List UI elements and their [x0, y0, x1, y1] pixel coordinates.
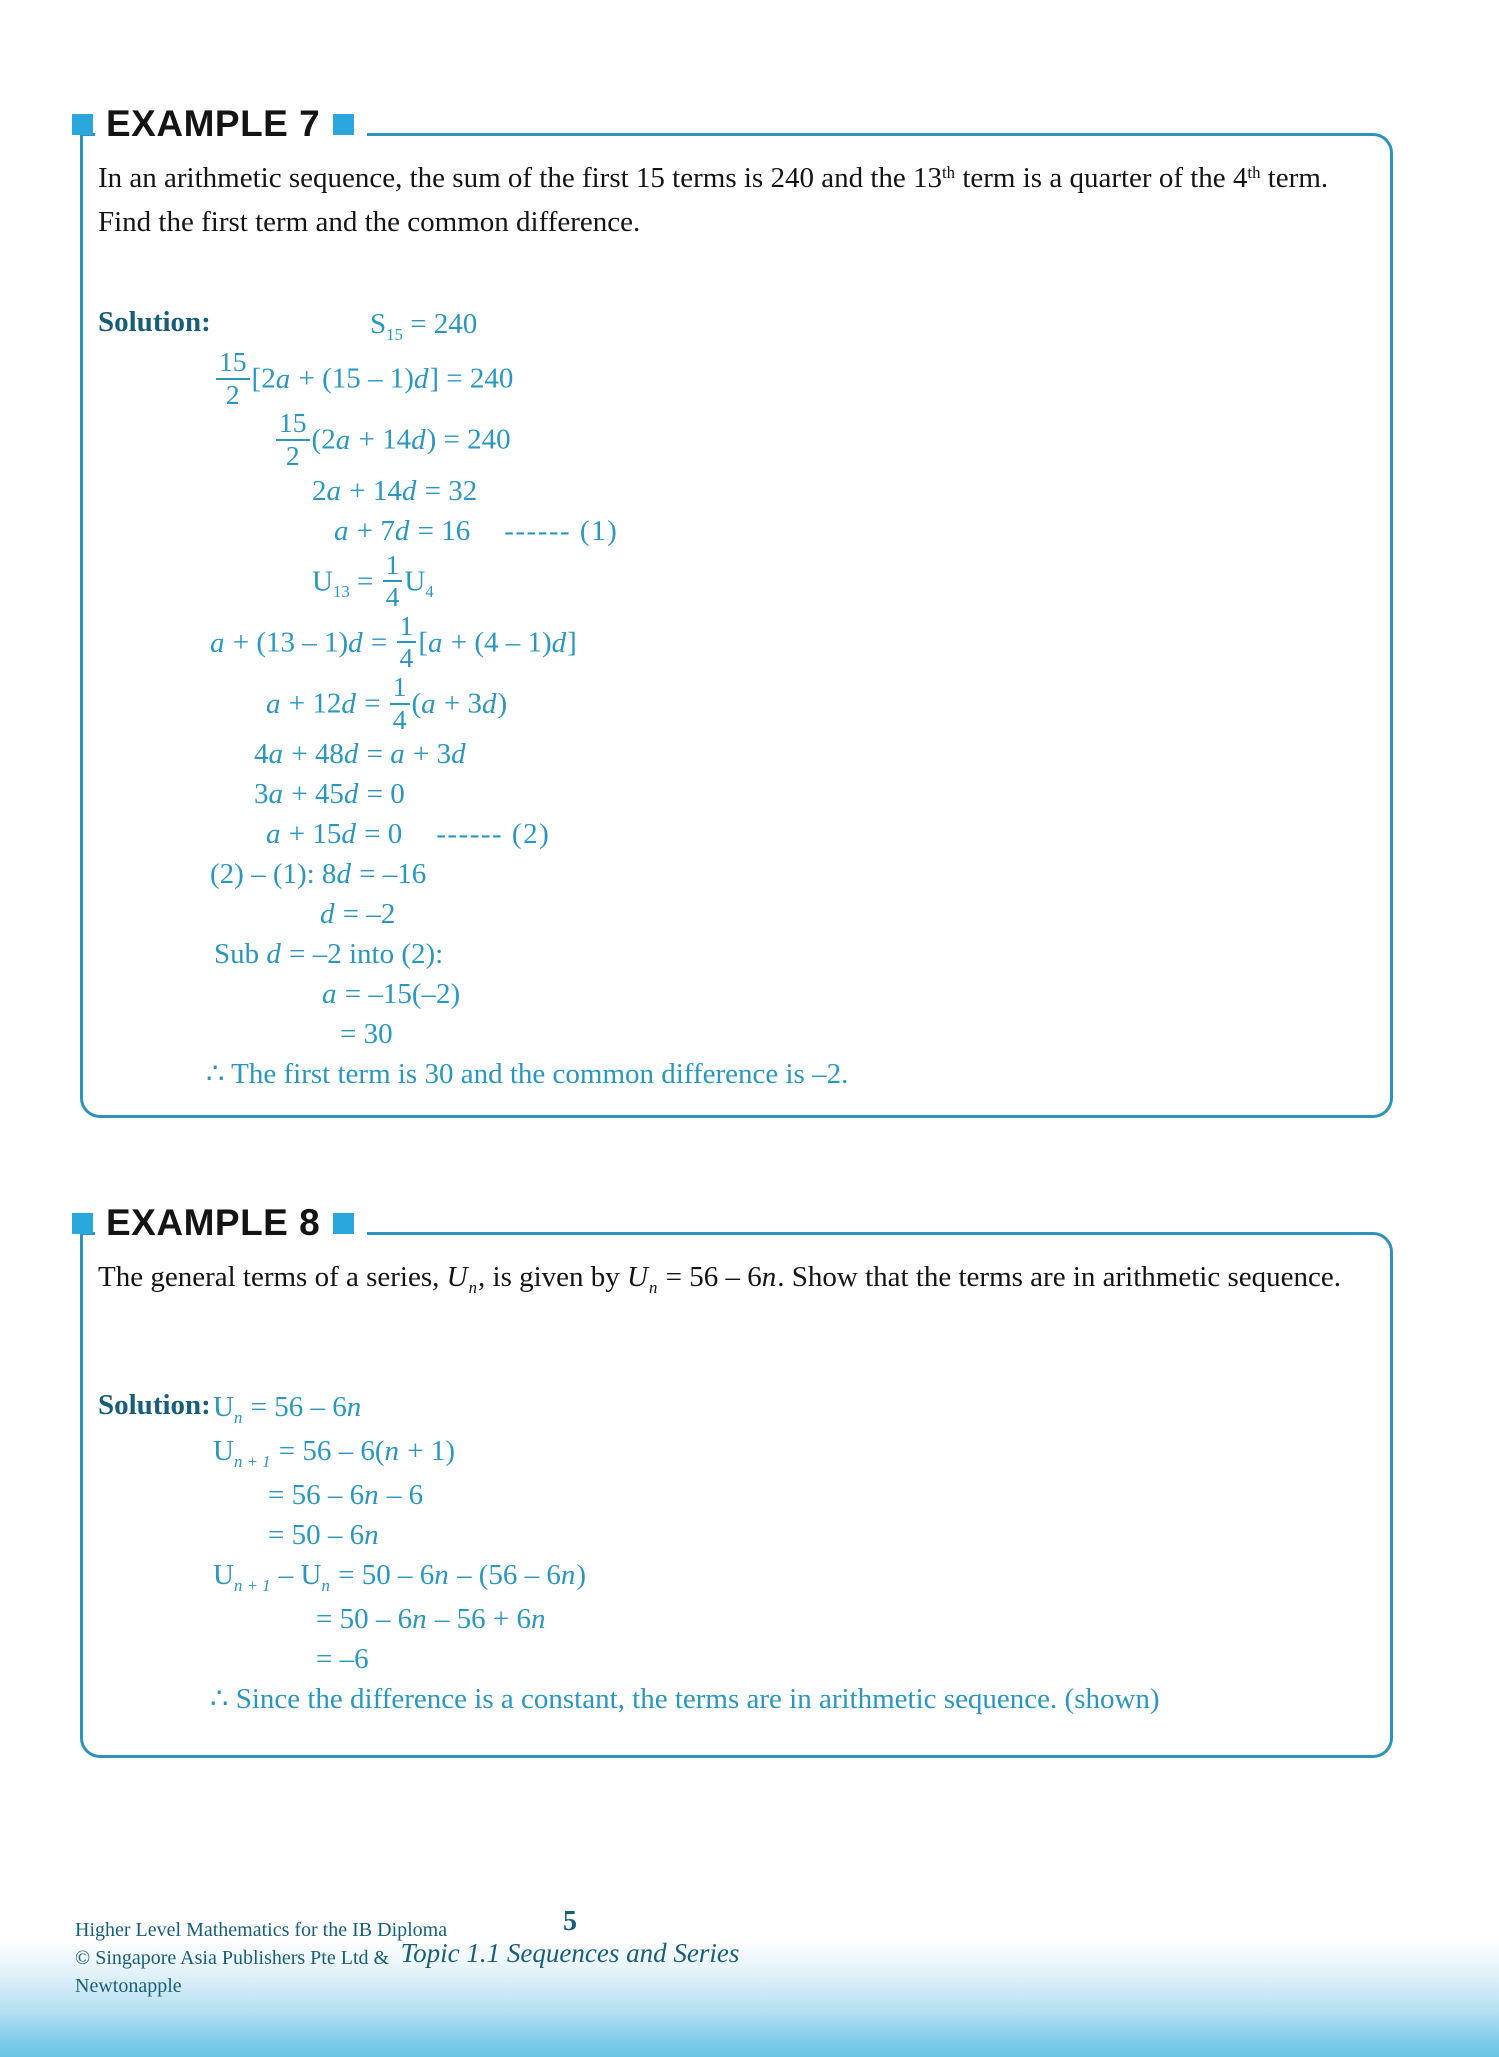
math-line [312, 471, 1390, 511]
fraction-numerator: 15 [276, 409, 310, 441]
math-text: = 30 [340, 1018, 393, 1051]
math-line [334, 511, 1390, 551]
example-7-box [80, 103, 1393, 1118]
math-text: The general terms of a series, [98, 1261, 447, 1293]
math-variable: U [446, 1261, 468, 1293]
example-8-solution [83, 1387, 1390, 1719]
math-text: + (13 – 1) [225, 626, 349, 659]
math-text: = 240 [402, 308, 478, 340]
math-text: + 14 [342, 474, 402, 507]
math-text: – (56 – 6 [449, 1559, 561, 1591]
math-line [213, 1431, 1390, 1475]
math-text: – 6 [379, 1479, 424, 1511]
math-text: 4 [254, 738, 269, 771]
subscript: 13 [332, 582, 350, 602]
math-variable: d [482, 687, 497, 720]
subscript: 4 [425, 582, 434, 602]
math-text: + 45 [284, 778, 344, 811]
math-text: = 16 [410, 514, 471, 547]
fraction-denominator: 4 [385, 581, 400, 613]
equation-tag: ------ (2) [436, 818, 551, 851]
math-variable: a [334, 514, 349, 547]
math-text: = 56 – 6 [658, 1261, 762, 1293]
math-line [266, 814, 1390, 854]
math-variable: a [326, 474, 341, 507]
math-variable: a [275, 362, 291, 395]
math-text: = 32 [417, 474, 478, 507]
math-line [213, 1555, 1390, 1599]
math-line [214, 348, 1390, 409]
math-text: 2 [312, 474, 327, 507]
math-text: ) = 240 [426, 423, 511, 456]
example-8-box [80, 1202, 1393, 1758]
math-text: ] = 240 [429, 362, 514, 395]
footer-line: © Singapore Asia Publishers Pte Ltd & [75, 1947, 390, 1969]
footer-line: Higher Level Mathematics for the IB Diploma [75, 1919, 448, 1941]
math-text: Sub [214, 938, 267, 971]
math-variable: n [530, 1603, 546, 1635]
math-variable: n [384, 1435, 400, 1467]
math-line [213, 1387, 1390, 1431]
fraction-denominator: 4 [399, 642, 414, 674]
math-text: [ [418, 626, 428, 659]
math-line [206, 1054, 1390, 1094]
math-text: term. Find the first term and the common difference. [98, 162, 1329, 238]
math-text: = –16 [351, 858, 427, 891]
math-line [340, 1014, 1390, 1054]
math-text: = [349, 565, 381, 598]
math-line [268, 1475, 1390, 1515]
math-variable: d [451, 738, 466, 771]
math-text: + 48 [284, 738, 344, 771]
example-8-header [72, 1202, 354, 1244]
math-line [322, 974, 1390, 1014]
math-variable: d [336, 858, 351, 891]
math-variable: d [401, 474, 417, 507]
math-variable: d [551, 626, 567, 659]
math-text: = 56 – 6( [271, 1435, 385, 1467]
math-text: = 50 – 6 [316, 1603, 413, 1635]
accent-square-icon [72, 1213, 93, 1234]
example-7-title: EXAMPLE 7 [106, 103, 321, 144]
math-line [214, 934, 1390, 974]
math-text: = [363, 626, 395, 659]
math-text: = [356, 687, 388, 720]
accent-square-icon [72, 114, 93, 135]
solution-label: Solution: [98, 306, 211, 338]
math-line [210, 609, 1390, 674]
math-text: + 3 [405, 738, 452, 771]
math-variable: d [394, 514, 410, 547]
math-text: + 1) [400, 1435, 456, 1467]
math-text: = 50 – 6 [330, 1559, 435, 1591]
math-variable: d [413, 362, 429, 395]
math-line [370, 304, 1390, 348]
math-variable: a [322, 978, 337, 1011]
math-variable: a [427, 626, 443, 659]
math-line [312, 548, 1390, 613]
math-text: = 0 [356, 818, 403, 851]
fraction-denominator: 2 [285, 439, 300, 471]
example-8-title: EXAMPLE 8 [106, 1202, 321, 1243]
math-variable: a [268, 778, 283, 811]
fraction [397, 609, 417, 674]
math-text: 3 [254, 778, 269, 811]
fraction-numerator: 15 [216, 348, 250, 380]
math-text: ( [411, 687, 422, 720]
math-text: + 3 [436, 687, 483, 720]
example-7-header [72, 103, 354, 145]
math-text: . Show that the terms are in arithmetic sequence. [777, 1261, 1341, 1293]
subscript: n [321, 1576, 330, 1596]
subscript: n + 1 [233, 1576, 271, 1596]
math-text: , is given by [478, 1261, 628, 1293]
footer-page-info [270, 1906, 870, 1969]
math-text: U [213, 1391, 234, 1423]
math-variable: a [268, 738, 283, 771]
math-text: = –6 [316, 1643, 369, 1675]
math-variable: a [421, 687, 436, 720]
math-variable: n [346, 1391, 362, 1423]
math-variable: n [560, 1559, 576, 1591]
fraction-numerator: 1 [397, 612, 417, 644]
math-variable: a [266, 687, 281, 720]
accent-square-icon [333, 1213, 354, 1234]
topic-title: Topic 1.1 Sequences and Series [400, 1938, 740, 1968]
math-text: = 56 – 6 [268, 1479, 365, 1511]
math-text: S [370, 308, 387, 340]
math-variable: d [266, 938, 281, 971]
math-variable: d [320, 898, 335, 931]
superscript: th [1247, 163, 1261, 183]
example-7-solution [83, 304, 1390, 1094]
solution-label: Solution: [98, 1389, 211, 1421]
math-text: + 14 [351, 423, 412, 456]
fraction [383, 548, 403, 613]
example-8-problem [98, 1257, 1372, 1301]
math-text: (2 [311, 423, 336, 456]
math-text: (2) – (1): 8 [210, 858, 337, 891]
math-text: ) [497, 687, 508, 720]
math-text: ] [567, 626, 577, 659]
math-text: ∴ Since the difference is a constant, the terms are in arithmetic sequence. (shown) [210, 1683, 1160, 1715]
math-variable: d [343, 778, 359, 811]
math-variable: U [627, 1261, 648, 1293]
subscript: n [233, 1408, 243, 1428]
math-variable: a [266, 818, 281, 851]
math-text: = 0 [359, 778, 405, 811]
math-line [254, 774, 1390, 814]
solution-lines [98, 304, 1390, 1094]
math-variable: a [335, 423, 351, 456]
math-variable: d [411, 423, 426, 456]
math-text: = 56 – 6 [243, 1391, 347, 1423]
subscript: n [468, 1278, 478, 1298]
accent-square-icon [333, 114, 354, 135]
math-line [268, 1515, 1390, 1555]
math-variable: n [761, 1261, 777, 1293]
math-text: = –15(–2) [337, 978, 461, 1011]
equation-tag: ------ (1) [504, 514, 619, 547]
math-line [320, 894, 1390, 934]
math-variable: d [348, 626, 363, 659]
math-text: = –2 into (2): [281, 938, 444, 971]
solution-lines [98, 1387, 1390, 1719]
superscript: th [942, 163, 956, 183]
math-text: U [312, 565, 333, 598]
math-text: + 12 [281, 687, 342, 720]
math-text: U [213, 1559, 234, 1591]
math-variable: d [341, 818, 356, 851]
math-text: + (15 – 1) [291, 362, 414, 395]
math-line [210, 1679, 1390, 1719]
math-line [254, 734, 1390, 774]
math-variable: a [210, 626, 225, 659]
subscript: 15 [386, 325, 403, 345]
math-variable: d [341, 687, 356, 720]
math-line [266, 673, 1390, 734]
math-line [274, 409, 1390, 470]
example-7-problem [98, 158, 1372, 242]
fraction-denominator: 4 [392, 703, 407, 735]
math-variable: n [364, 1479, 379, 1511]
math-variable: n [412, 1603, 427, 1635]
fraction-numerator: 1 [383, 551, 403, 583]
math-text: – 56 + 6 [427, 1603, 531, 1635]
fraction-denominator: 2 [225, 378, 240, 410]
footer-line: Newtonapple [75, 1975, 182, 1997]
subscript: n [649, 1278, 658, 1298]
math-variable: a [390, 738, 405, 771]
math-text: U [404, 565, 426, 598]
math-text: ∴ The first term is 30 and the common difference is –2. [206, 1058, 849, 1091]
math-text: ) [576, 1559, 587, 1591]
math-text: = –2 [335, 898, 396, 931]
math-text: U [213, 1435, 234, 1467]
math-text: + 15 [281, 818, 342, 851]
fraction [390, 673, 410, 734]
math-text: = [359, 738, 391, 771]
math-text: In an arithmetic sequence, the sum of the first 15 terms is 240 and the 13 [98, 162, 943, 194]
math-text: [2 [251, 362, 276, 395]
math-text: – U [271, 1559, 322, 1591]
math-line [316, 1599, 1390, 1639]
math-text: = 50 – 6 [268, 1519, 365, 1551]
math-text: + (4 – 1) [443, 626, 552, 659]
math-text: term is a quarter of the 4 [955, 162, 1248, 194]
fraction-numerator: 1 [390, 673, 410, 705]
page-number: 5 [563, 1906, 577, 1937]
math-line [316, 1639, 1390, 1679]
math-text: + 7 [349, 514, 395, 547]
math-line [210, 854, 1390, 894]
math-variable: d [343, 738, 359, 771]
math-variable: n [364, 1519, 379, 1551]
math-variable: n [434, 1559, 449, 1591]
fraction [216, 348, 250, 409]
fraction [276, 409, 310, 470]
subscript: n + 1 [233, 1452, 271, 1472]
